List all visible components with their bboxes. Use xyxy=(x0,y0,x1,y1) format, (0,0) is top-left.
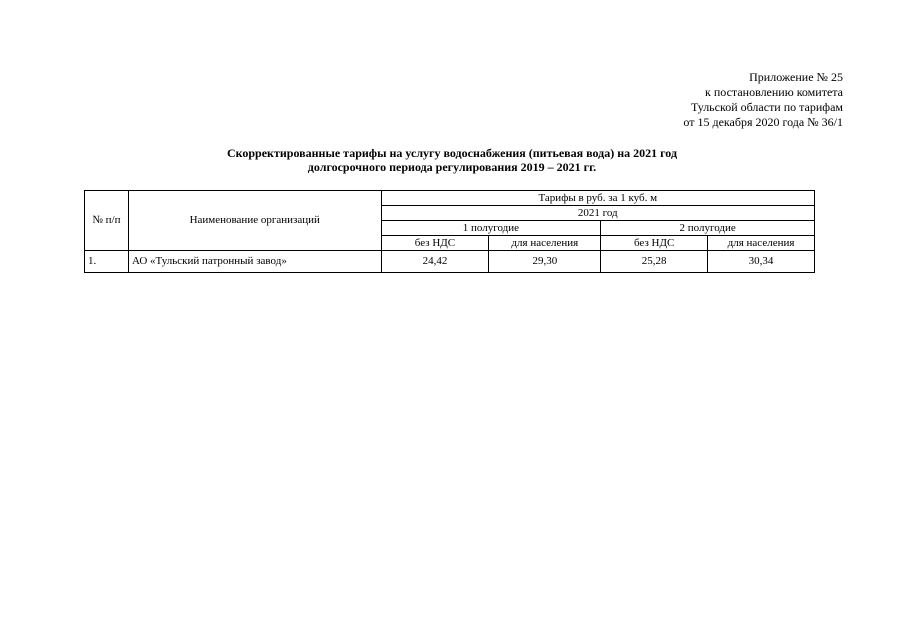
header-population-1: для населения xyxy=(489,236,601,251)
header-half-2: 2 полугодие xyxy=(601,221,815,236)
table-row xyxy=(85,251,815,273)
tariffs-table xyxy=(84,190,815,273)
appendix-block xyxy=(683,70,843,130)
header-tariffs: Тарифы в руб. за 1 куб. м xyxy=(381,191,814,206)
appendix-line-1: Приложение № 25 xyxy=(749,70,843,84)
row-h2-no-vat: 25,28 xyxy=(601,251,708,273)
header-num: № п/п xyxy=(85,191,129,251)
header-year: 2021 год xyxy=(381,206,814,221)
header-no-vat-1: без НДС xyxy=(381,236,489,251)
appendix-line-3: Тульской области по тарифам xyxy=(690,100,843,114)
row-h2-population: 30,34 xyxy=(708,251,815,273)
document-title xyxy=(0,146,904,174)
row-h1-population: 29,30 xyxy=(489,251,601,273)
appendix-line-2: к постановлению комитета xyxy=(705,85,843,99)
header-half-1: 1 полугодие xyxy=(381,221,601,236)
title-line-2: долгосрочного периода регулирования 2019 – 2021 гг. xyxy=(307,160,597,174)
header-no-vat-2: без НДС xyxy=(601,236,708,251)
row-h1-no-vat: 24,42 xyxy=(381,251,489,273)
appendix-line-4: от 15 декабря 2020 года № 36/1 xyxy=(683,115,843,129)
header-org: Наименование организаций xyxy=(128,191,381,251)
title-line-1: Скорректированные тарифы на услугу водоснабжения (питьевая вода) на 2021 год xyxy=(226,146,678,160)
row-org: АО «Тульский патронный завод» xyxy=(128,251,381,273)
header-population-2: для населения xyxy=(708,236,815,251)
row-num: 1. xyxy=(85,251,129,273)
